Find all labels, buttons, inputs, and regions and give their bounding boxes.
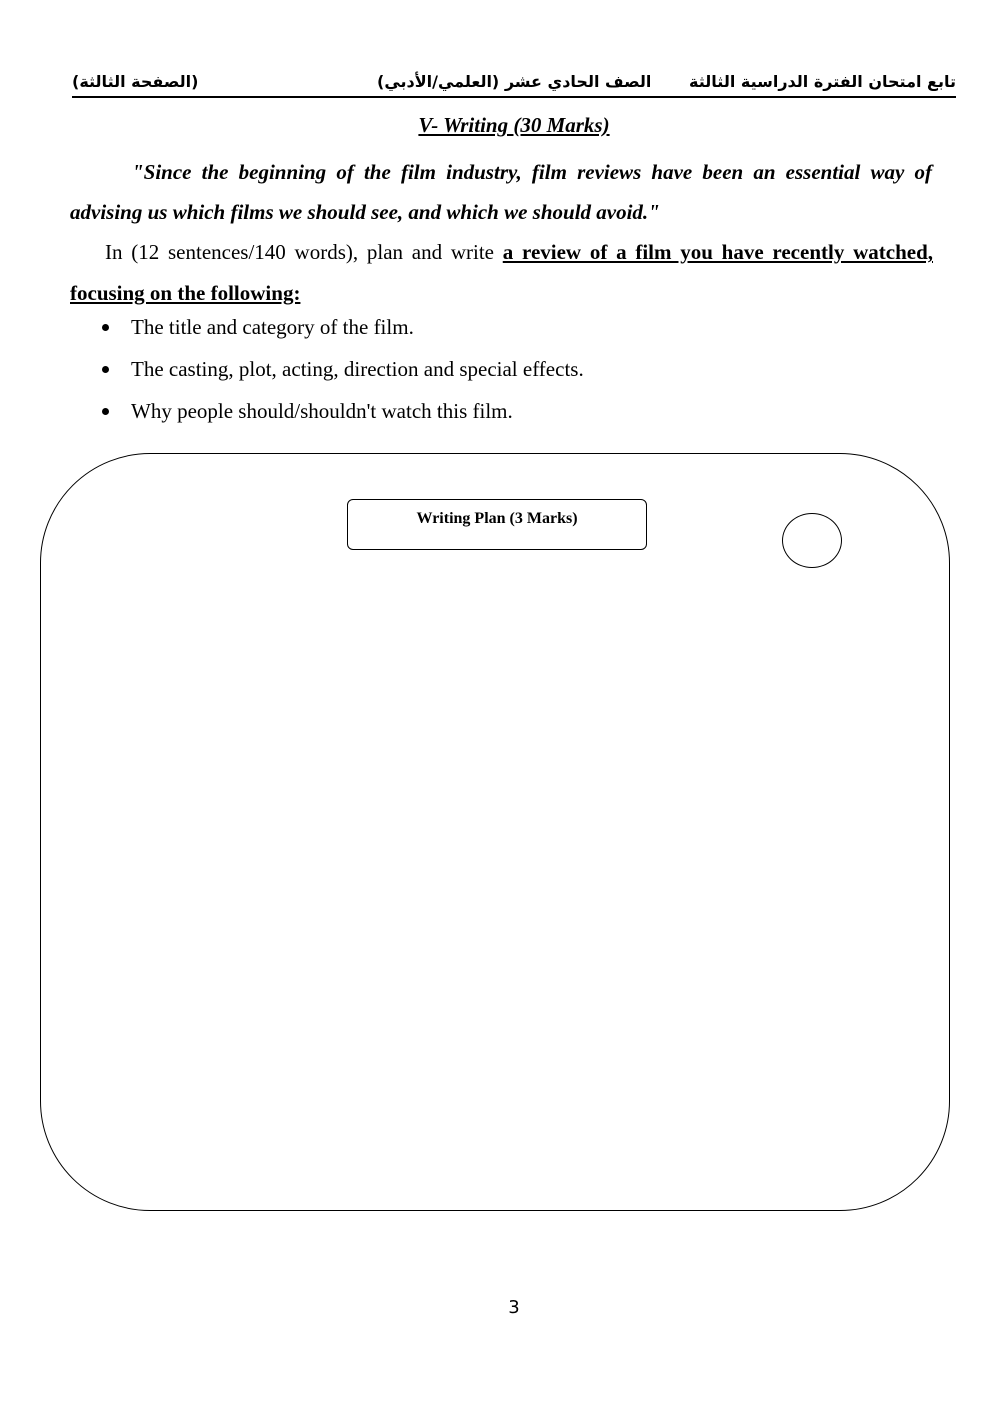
- section-title: V- Writing (30 Marks): [418, 113, 610, 137]
- bullet-icon: [102, 324, 109, 331]
- bullet-icon: [102, 366, 109, 373]
- instruction-emphasis: a review of a film you have recently watched, focusing on the following:: [70, 240, 933, 305]
- list-item-text: The title and category of the film.: [131, 315, 414, 339]
- list-item: [131, 355, 584, 397]
- list-item: [131, 313, 584, 355]
- page-header: [72, 68, 956, 98]
- header-exam-title: تابع امتحان الفترة الدراسية الثالثة: [689, 72, 956, 91]
- list-item: [131, 397, 584, 439]
- quote-text: "Since the beginning of the film industry, film reviews have been an essential way of advising us which films we should see, and which we should avoid.": [70, 160, 932, 224]
- bullet-icon: [102, 408, 109, 415]
- page-number: 3: [508, 1297, 520, 1318]
- bullet-list: [131, 313, 584, 439]
- header-grade: الصف الحادي عشر (العلمي/الأدبي): [377, 72, 652, 91]
- header-page-label: (الصفحة الثالثة): [72, 72, 199, 91]
- instruction-plain: In (12 sentences/140 words), plan and write: [105, 240, 503, 264]
- instruction-text: [70, 232, 933, 314]
- score-circle: [782, 513, 842, 568]
- list-item-text: Why people should/shouldn't watch this film.: [131, 399, 513, 423]
- list-item-text: The casting, plot, acting, direction and special effects.: [131, 357, 584, 381]
- writing-plan-label: Writing Plan (3 Marks): [347, 499, 647, 550]
